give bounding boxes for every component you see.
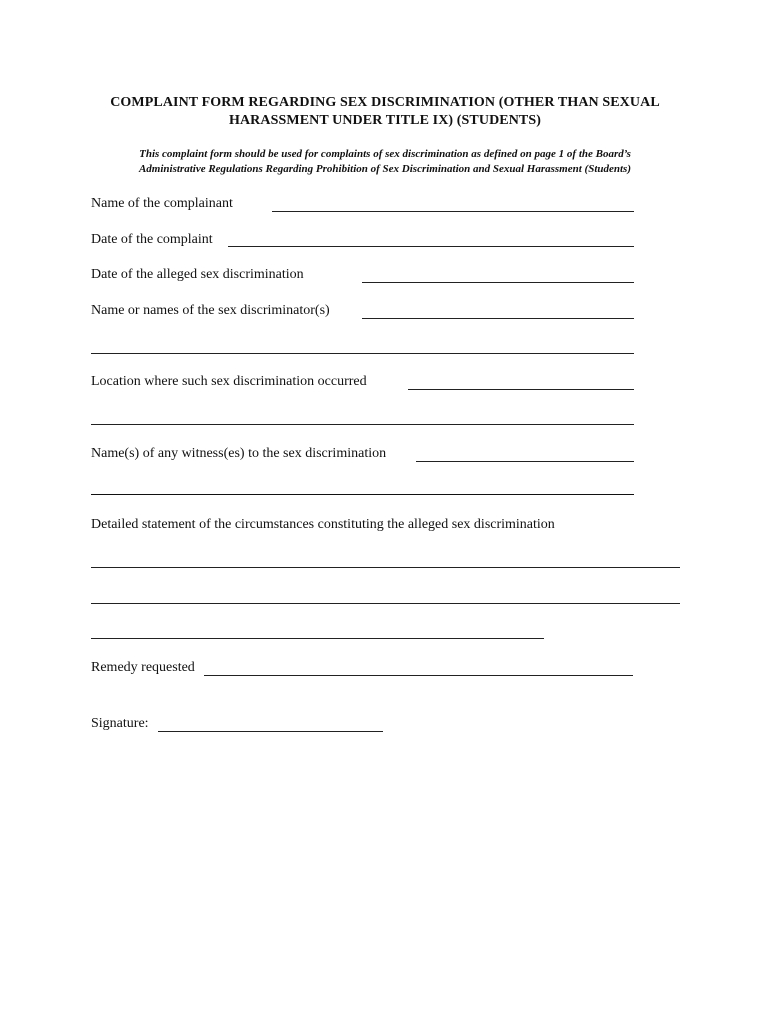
signature-field[interactable] — [158, 731, 383, 732]
statement-field-line-1[interactable] — [91, 567, 680, 568]
signature-label: Signature: — [91, 716, 149, 731]
witnesses-field-continued[interactable] — [91, 494, 634, 495]
discriminators-field-continued[interactable] — [91, 353, 634, 354]
complainant-name-field[interactable] — [272, 211, 634, 212]
complaint-date-field[interactable] — [228, 246, 634, 247]
form-title-line-1: COMPLAINT FORM REGARDING SEX DISCRIMINATION (OTHER THAN SEXUAL — [110, 95, 660, 110]
witnesses-field[interactable] — [416, 461, 634, 462]
form-instructions-line-2: Administrative Regulations Regarding Prohibition of Sex Discrimination and Sexual Harassment (Students) — [138, 163, 632, 175]
form-instructions — [60, 147, 710, 177]
location-field-continued[interactable] — [91, 424, 634, 425]
complaint-date-label: Date of the complaint — [91, 232, 213, 247]
form-instructions-line-1: This complaint form should be used for complaints of sex discrimination as defined on page 1 of the Board’s — [139, 148, 631, 160]
complainant-name-label: Name of the complainant — [91, 196, 233, 211]
discriminators-field[interactable] — [362, 318, 634, 319]
statement-label: Detailed statement of the circumstances constituting the alleged sex discrimination — [91, 517, 555, 532]
location-label: Location where such sex discrimination occurred — [91, 374, 367, 389]
form-title-line-2: HARASSMENT UNDER TITLE IX) (STUDENTS) — [228, 113, 542, 128]
remedy-label: Remedy requested — [91, 660, 195, 675]
alleged-date-label: Date of the alleged sex discrimination — [91, 267, 304, 282]
alleged-date-field[interactable] — [362, 282, 634, 283]
statement-field-line-2[interactable] — [91, 603, 680, 604]
statement-field-line-3[interactable] — [91, 638, 544, 639]
form-title — [60, 94, 710, 130]
discriminators-label: Name or names of the sex discriminator(s) — [91, 303, 330, 318]
witnesses-label: Name(s) of any witness(es) to the sex discrimination — [91, 446, 387, 461]
remedy-field[interactable] — [204, 675, 633, 676]
location-field[interactable] — [408, 389, 634, 390]
